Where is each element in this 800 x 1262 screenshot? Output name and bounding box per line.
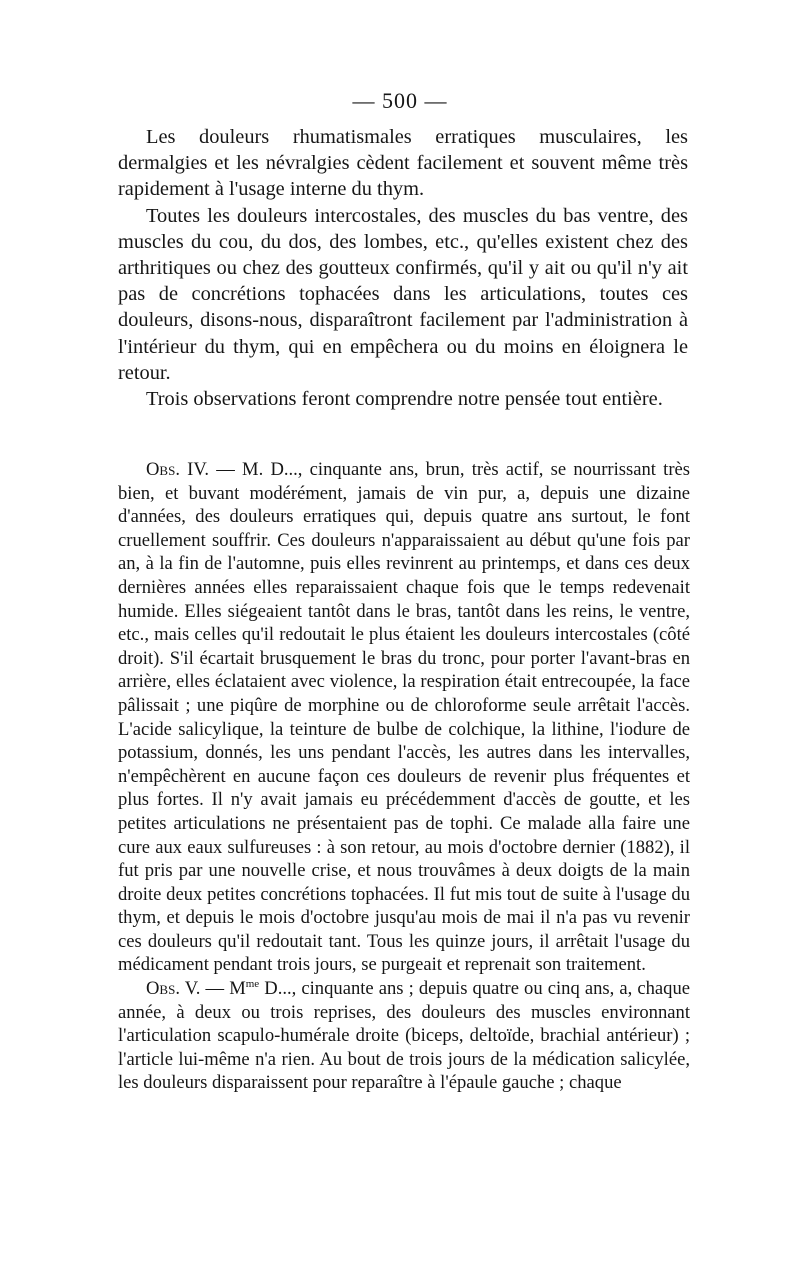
paragraph-three-observations: Trois observations feront comprendre notre pensée tout entière. [146,388,663,411]
paragraph-intercostal-pains: Toutes les douleurs intercostales, des muscles du bas ventre, des muscles du cou, du dos, des lombes, etc., qu'elles existent chez des arthritiques ou chez des goutteux confirmés, qu'il y ait ou qu'il n'y ait pas de concrétions tophacées dans les articulations, toutes ces douleurs, disons-nous, disparaîtront facilement par l'administration à l'intérieur du thym, qui en empêchera ou du moins en éloignera le retour. [118,204,688,384]
observation-v-text: D..., cinquante ans ; depuis quatre ou cinq ans, a, chaque année, à deux ou trois reprises, des douleurs des muscles environnant l'articulation scapulo-humérale droite (biceps, deltoïde, brachial antérieur) ; l'article lui-même n'a rien. Au bout de trois jours de la médication salicylée, les douleurs disparaissent pour reparaître à l'épaule gauche ; chaque [118,978,691,1094]
intro-text [118,124,688,412]
observation-v [118,977,690,1095]
observation-iv-text: — M. D..., cinquante ans, brun, très actif, se nourrissant très bien, et buvant modérément, jamais de vin pur, a, depuis une dizaine d'années, des douleurs erratiques qui, depuis quatre ans surtout, le font cruellement souffrir. Ces douleurs n'apparaissaient au début qu'une fois par an, à la fin de l'automne, puis elles revinrent au printemps, et dans ces deux dernières années elles reparaissaient chaque fois que le temps redevenait humide. Elles siégeaient tantôt dans le bras, tantôt dans les reins, le ventre, etc., mais celles qu'il redoutait le plus étaient les douleurs intercostales (côté droit). S'il écartait brusquement le bras du tronc, pour porter l'avant-bras en arrière, elles éclataient avec violence, la respiration était entrecoupée, la face pâlissait ; une piqûre de morphine ou de chloroforme seule arrêtait l'accès. L'acide salicylique, la teinture de bulbe de colchique, la lithine, l'iodure de potassium, donnés, les uns pendant l'accès, les autres dans les intervalles, n'empêchèrent en aucune façon ces douleurs de revenir plus fréquentes et plus fortes. Il n'y avait jamais eu précédemment d'accès de goutte, et les petites articulations ne présentaient pas de tophi. Ce malade alla faire une cure aux eaux sulfureuses : à son retour, au mois d'octobre dernier (1882), il fut pris par une nouvelle crise, et nous trouvâmes à deux doigts de la main droite deux petites concrétions tophacées. Il fut mis tout de suite à l'usage du thym, et depuis le mois d'octobre jusqu'au mois de mai il n'a pas vu revenir ces douleurs qu'il redoutait tant. Tous les quinze jours, il arrêtait l'usage du médicament pendant trois jours, se purgeait et reprenait son traitement. [118,459,690,976]
observation-v-superscript: me [245,977,260,990]
paragraph-rheumatic-pains: Les douleurs rhumatismales erratiques musculaires, les dermalgies et les névralgies cèdent facilement et souvent même très rapidement à l'usage interne du thym. [118,126,688,201]
observation-iv [118,458,690,977]
observation-v-label: Obs. V. [146,978,201,1000]
observation-iv-label: Obs. IV. [146,459,210,480]
observation-v-prefix: — M [200,978,246,1000]
page-number: — 500 — [352,88,448,113]
observations [118,458,690,1095]
